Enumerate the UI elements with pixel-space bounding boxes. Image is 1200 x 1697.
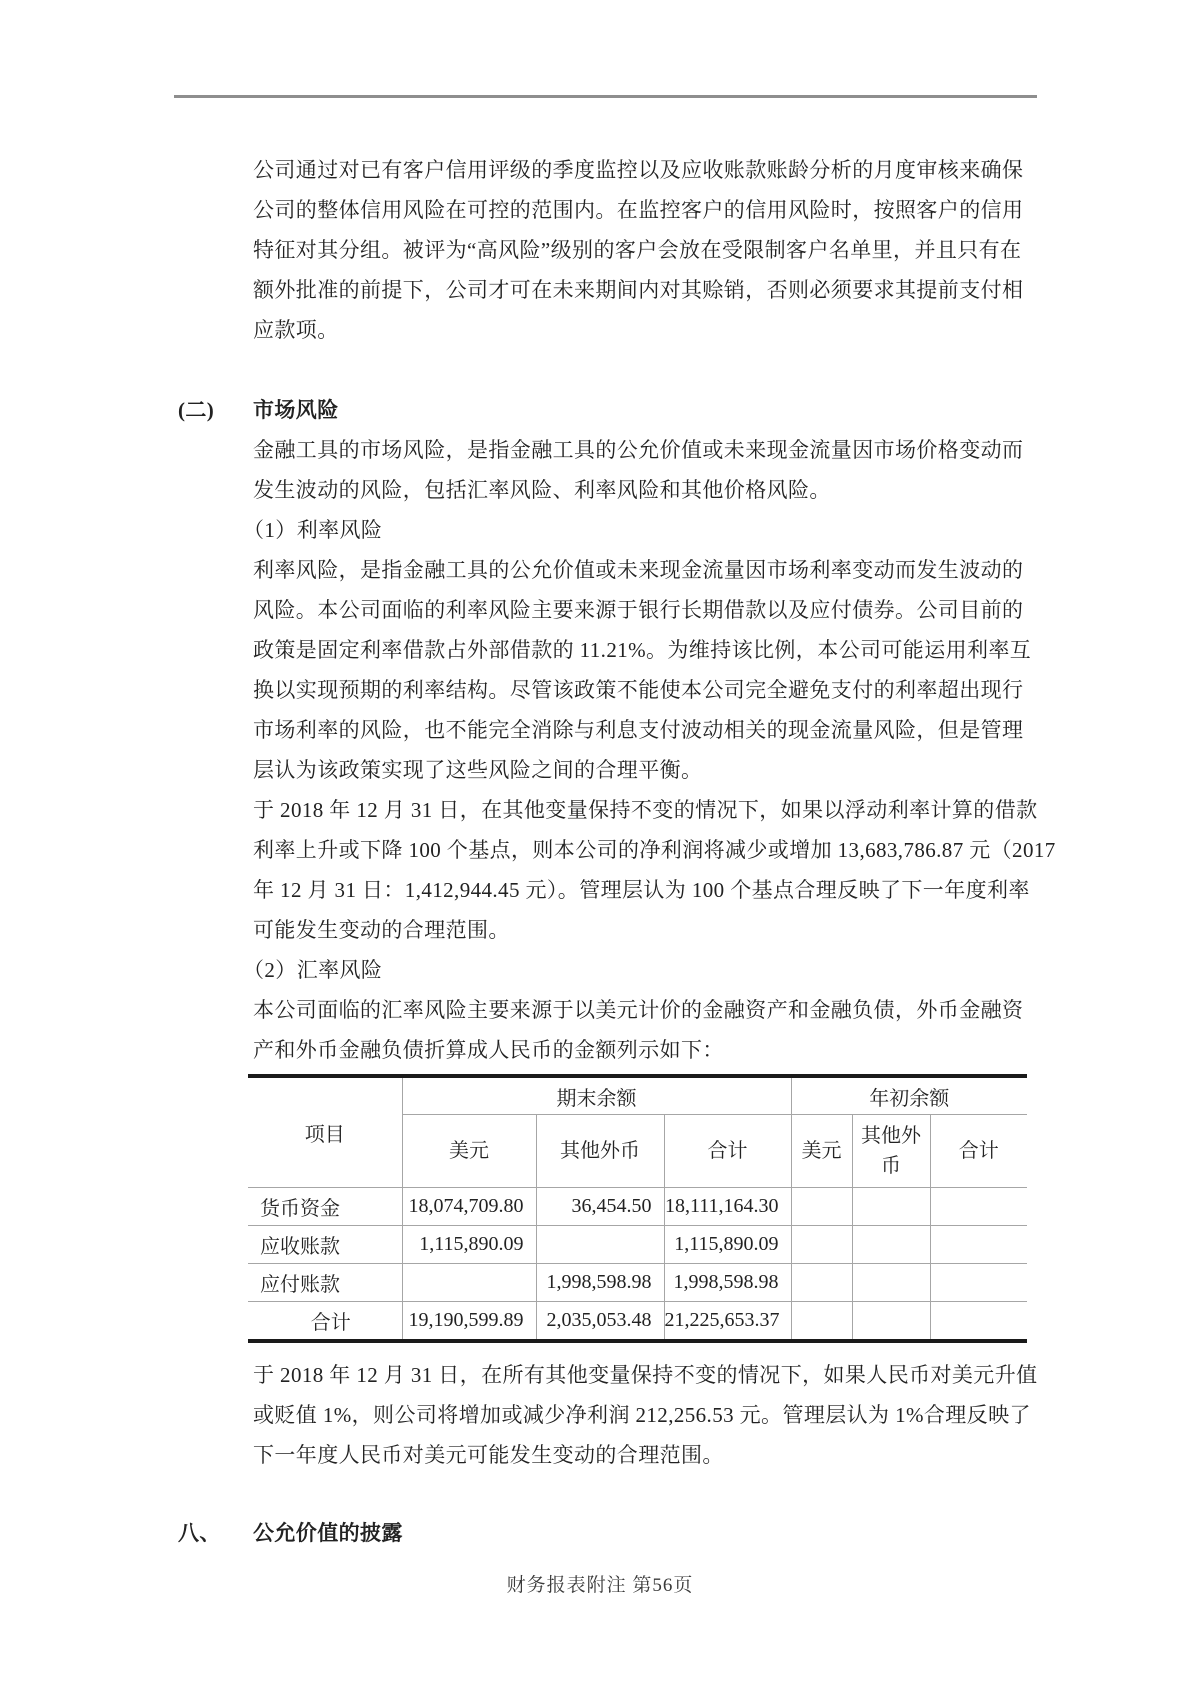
paragraph-line: 公司通过对已有客户信用评级的季度监控以及应收账款账龄分析的月度审核来确保 [253, 158, 1024, 182]
cell-begin-total [930, 1188, 1027, 1226]
cell-end-other: 36,454.50 [536, 1188, 664, 1226]
fx-currency-table [248, 1074, 1027, 1343]
paragraph-line: 利率风险，是指金融工具的公允价值或未来现金流量因市场利率变动而发生波动的 [253, 558, 1024, 582]
cell-end-other: 2,035,053.48 [536, 1302, 664, 1342]
cell-begin-other [852, 1226, 930, 1264]
cell-begin-usd [791, 1188, 852, 1226]
table-row [248, 1188, 1027, 1226]
row-label: 应付账款 [248, 1264, 402, 1302]
page-footer: 财务报表附注 第56页 [506, 1575, 694, 1596]
cell-begin-usd [791, 1302, 852, 1342]
column-header-begin-usd: 美元 [791, 1115, 852, 1188]
paragraph-line: 应款项。 [253, 318, 339, 342]
paragraph-fx-sensitivity [253, 1355, 1058, 1475]
cell-end-total: 1,115,890.09 [664, 1226, 791, 1264]
cell-begin-total [930, 1302, 1027, 1342]
paragraph-line: 政策是固定利率借款占外部借款的 11.21%。为维持该比例，本公司可能运用利率互 [253, 638, 1032, 662]
paragraph-line: 本公司面临的汇率风险主要来源于以美元计价的金融资产和金融负债，外币金融资 [253, 998, 1024, 1022]
subheading-fx-risk: （2）汇率风险 [243, 958, 383, 982]
paragraph-line: 风险。本公司面临的利率风险主要来源于银行长期借款以及应付债券。公司目前的 [253, 598, 1024, 622]
paragraph-line: 产和外币金融负债折算成人民币的金额列示如下： [253, 1038, 724, 1062]
paragraph-line: 下一年度人民币对美元可能发生变动的合理范围。 [253, 1443, 724, 1467]
cell-end-total: 1,998,598.98 [664, 1264, 791, 1302]
page-content [178, 150, 1058, 1553]
paragraph-line: 公司的整体信用风险在可控的范围内。在监控客户的信用风险时，按照客户的信用 [253, 198, 1024, 222]
paragraph-line: 于 2018 年 12 月 31 日，在所有其他变量保持不变的情况下，如果人民币对美元升值 [253, 1363, 1038, 1387]
subheading-interest-rate-risk: （1）利率风险 [243, 518, 383, 542]
row-label: 应收账款 [248, 1226, 402, 1264]
paragraph-line: 于 2018 年 12 月 31 日，在其他变量保持不变的情况下，如果以浮动利率计算的借款 [253, 798, 1038, 822]
paragraph-line: 换以实现预期的利率结构。尽管该政策不能使本公司完全避免支付的利率超出现行 [253, 678, 1024, 702]
cell-begin-total [930, 1226, 1027, 1264]
paragraph-line: 额外批准的前提下，公司才可在未来期间内对其赊销，否则必须要求其提前支付相 [253, 278, 1024, 302]
cell-begin-total [930, 1264, 1027, 1302]
cell-end-usd: 1,115,890.09 [402, 1226, 536, 1264]
paragraph-line: 市场利率的风险，也不能完全消除与利息支付波动相关的现金流量风险，但是管理 [253, 718, 1024, 742]
paragraph-credit-risk [253, 150, 1058, 350]
paragraph-line: 或贬值 1%，则公司将增加或减少净利润 212,256.53 元。管理层认为 1%合理反映了 [253, 1403, 1031, 1427]
paragraph-interest-rate-risk [253, 550, 1058, 790]
paragraph-fx-intro [253, 990, 1058, 1070]
section-number: 八、 [178, 1521, 221, 1545]
column-header-begin-total: 合计 [930, 1115, 1027, 1188]
cell-begin-usd [791, 1226, 852, 1264]
paragraph-line: 利率上升或下降 100 个基点，则本公司的净利润将减少或增加 13,683,786.87 元（2017 [253, 838, 1056, 862]
cell-begin-other [852, 1264, 930, 1302]
column-group-year-begin: 年初余额 [791, 1076, 1027, 1115]
column-header-item: 项目 [248, 1076, 402, 1188]
paragraph-line: 特征对其分组。被评为“高风险”级别的客户会放在受限制客户名单里，并且只有在 [253, 238, 1022, 262]
paragraph-line: 层认为该政策实现了这些风险之间的合理平衡。 [253, 758, 703, 782]
section-number: (二) [178, 398, 215, 422]
paragraph-interest-rate-sensitivity [253, 790, 1058, 950]
header-rule [174, 95, 1037, 98]
cell-end-other [536, 1226, 664, 1264]
cell-end-usd: 18,074,709.80 [402, 1188, 536, 1226]
table-header-group-row [248, 1076, 1027, 1115]
cell-end-usd: 19,190,599.89 [402, 1302, 536, 1342]
cell-begin-other [852, 1302, 930, 1342]
paragraph-line: 可能发生变动的合理范围。 [253, 918, 510, 942]
cell-end-total: 18,111,164.30 [664, 1188, 791, 1226]
section-title: 公允价值的披露 [253, 1521, 403, 1545]
column-header-begin-other-currency: 其他外币 [852, 1115, 930, 1188]
cell-end-total: 21,225,653.37 [664, 1302, 791, 1342]
column-header-end-other-currency: 其他外币 [536, 1115, 664, 1188]
column-header-end-total: 合计 [664, 1115, 791, 1188]
table-row [248, 1264, 1027, 1302]
paragraph-market-risk-intro [253, 430, 1058, 510]
cell-end-other: 1,998,598.98 [536, 1264, 664, 1302]
cell-end-usd [402, 1264, 536, 1302]
row-label: 货币资金 [248, 1188, 402, 1226]
paragraph-line: 发生波动的风险，包括汇率风险、利率风险和其他价格风险。 [253, 478, 831, 502]
table-row [248, 1226, 1027, 1264]
table-total-row [248, 1302, 1027, 1342]
section-heading-market-risk [178, 390, 1058, 430]
paragraph-line: 年 12 月 31 日：1,412,944.45 元）。管理层认为 100 个基点合理反映了下一年度利率 [253, 878, 1030, 902]
row-label-total: 合计 [248, 1302, 402, 1342]
paragraph-line: 金融工具的市场风险，是指金融工具的公允价值或未来现金流量因市场价格变动而 [253, 438, 1024, 462]
section-heading-fair-value [178, 1513, 1058, 1553]
cell-begin-other [852, 1188, 930, 1226]
column-header-end-usd: 美元 [402, 1115, 536, 1188]
cell-begin-usd [791, 1264, 852, 1302]
section-title: 市场风险 [253, 398, 339, 422]
column-group-period-end: 期末余额 [402, 1076, 791, 1115]
